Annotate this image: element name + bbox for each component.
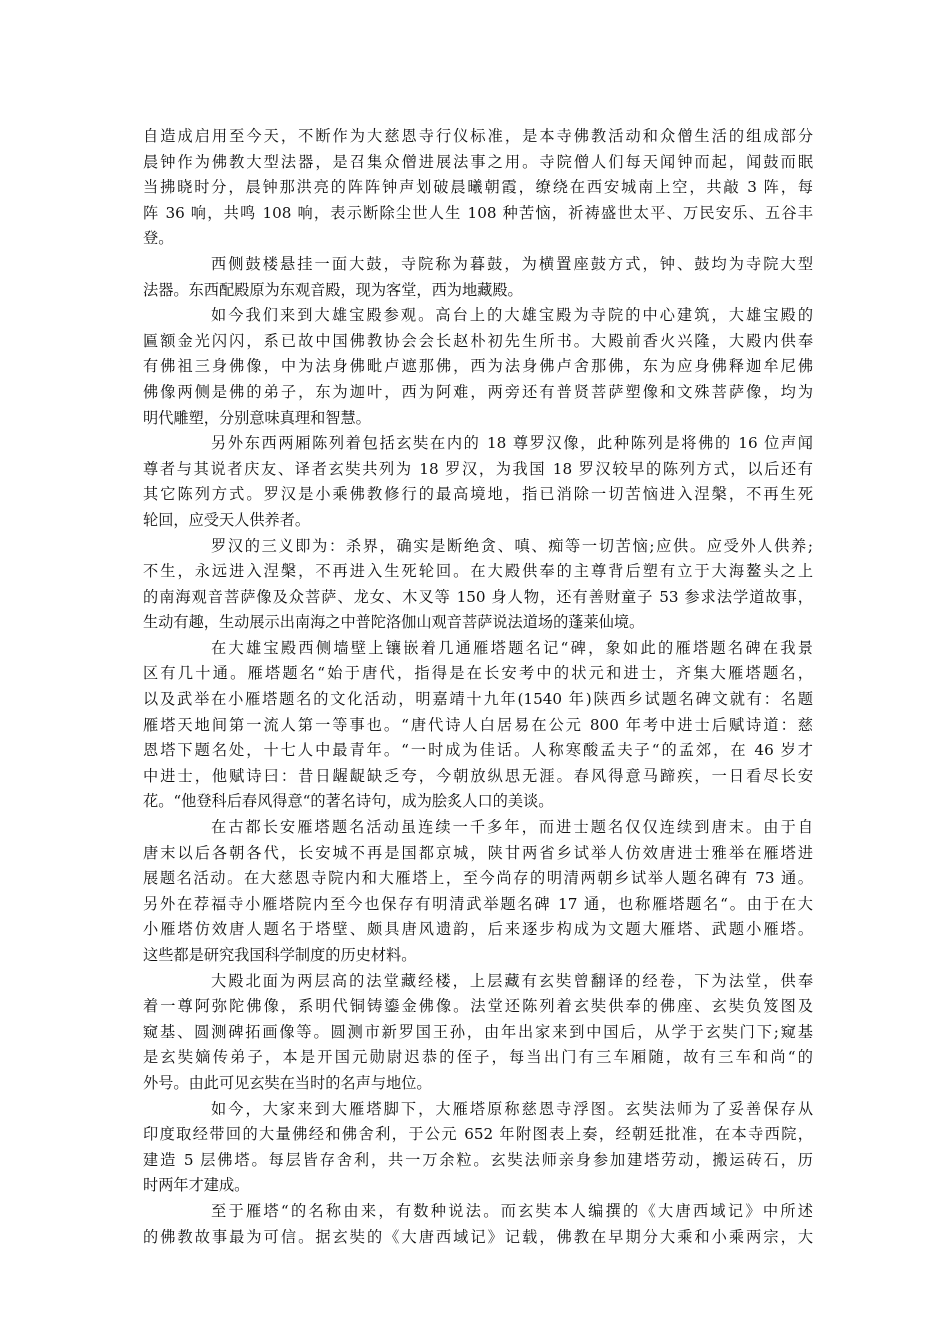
text-line: 着一尊阿弥陀佛像，系明代铜铸鎏金佛像。法堂还陈列着玄奘供奉的佛座、玄奘负笈图及 [143,997,813,1016]
text-line: 如今，大家来到大雁塔脚下，大雁塔原称慈恩寺浮图。玄奘法师为了妥善保存从 [211,1099,813,1118]
text-line: 展题名活动。在大慈恩寺院内和大雁塔上，至今尚存的明清两朝乡试举人题名碑有 73 通。 [143,869,813,888]
text-line: 轮回，应受天人供养者。 [143,510,311,529]
text-line: 外号。由此可见玄奘在当时的名声与地位。 [143,1073,432,1092]
text-line: 另外东西两厢陈列着包括玄奘在内的 18 尊罗汉像，此种陈列是将佛的 16 位声闻 [211,434,813,453]
text-line: 区有几十通。雁塔题名“始于唐代，指得是在长安考中的状元和进士，齐集大雁塔题名， [143,664,813,683]
text-line: 不生，永远进入涅槃，不再进入生死轮回。在大殿供奉的主尊背后塑有立于大海鳌头之上 [143,562,813,581]
text-line: 匾额金光闪闪，系已故中国佛教协会会长赵朴初先生所书。大殿前香火兴隆，大殿内供奉 [143,331,813,350]
text-line: 大殿北面为两层高的法堂藏经楼，上层藏有玄奘曾翻译的经卷，下为法堂，供奉 [211,971,813,990]
text-line: 佛像两侧是佛的弟子，东为迦叶，西为阿难，两旁还有普贤菩萨塑像和文殊菩萨像，均为 [143,382,813,401]
text-line: 明代雕塑，分别意味真理和智慧。 [143,408,371,427]
text-line: 其它陈列方式。罗汉是小乘佛教修行的最高境地，指已消除一切苦恼进入涅槃，不再生死 [143,485,813,504]
text-line: 在大雄宝殿西侧墙壁上镶嵌着几通雁塔题名记“碑，象如此的雁塔题名碑在我景 [211,638,813,657]
document-page [143,124,813,1250]
text-line: 自造成启用至今天，不断作为大慈恩寺行仪标准，是本寺佛教活动和众僧生活的组成部分 [143,127,813,145]
text-line: 时两年才建成。 [143,1176,250,1195]
text-line: 印度取经带回的大量佛经和佛舍利，于公元 652 年附图表上奏，经朝廷批准，在本寺西院， [143,1125,813,1144]
text-line: 晨钟作为佛教大型法器，是召集众僧进展法事之用。寺院僧人们每天闻钟而起，闻鼓而眠 [143,152,813,171]
text-line: 的南海观音菩萨像及众菩萨、龙女、木叉等 150 身人物，还有善财童子 53 参求法学道故事， [143,587,813,606]
text-line: 是玄奘嫡传弟子，本是开国元勋尉迟恭的侄子，每当出门有三车厢随，故有三车和尚“的 [143,1048,813,1067]
text-line: 以及武举在小雁塔题名的文化活动，明嘉靖十九年(1540 年)陕西乡试题名碑文就有：名题 [143,690,813,709]
text-line: 阵 36 响，共鸣 108 响，表示断除尘世人生 108 种苦恼，祈祷盛世太平、万民安乐、五谷丰 [143,203,813,222]
text-line: 有佛祖三身佛像，中为法身佛毗卢遮那佛，西为法身佛卢舍那佛，东为应身佛释迦牟尼佛 [143,357,813,376]
text-line: 至于雁塔“的名称由来，有数种说法。而玄奘本人编撰的《大唐西域记》中所述 [211,1201,813,1220]
text-line: 中进士，他赋诗曰：昔日龌龊缺乏夸，今朝放纵思无涯。春风得意马蹄疾，一日看尽长安 [143,766,813,785]
text-line: 恩塔下题名处，十七人中最青年。“一时成为佳话。人称寒酸孟夫子“的孟郊，在 46 岁才 [143,741,813,760]
text-line: 的佛教故事最为可信。据玄奘的《大唐西域记》记载，佛教在早期分大乘和小乘两宗，大 [143,1227,813,1246]
text-line: 在古都长安雁塔题名活动虽连续一千多年，而进士题名仅仅连续到唐末。由于自 [211,818,813,837]
text-line: 尊者与其说者庆友、译者玄奘共列为 18 罗汉，为我国 18 罗汉较早的陈列方式，以后还有 [143,459,813,478]
text-line: 雁塔天地间第一流人第一等事也。“唐代诗人白居易在公元 800 年考中进士后赋诗道：慈 [143,715,813,734]
text-line: 花。“他登科后春风得意“的著名诗句，成为脍炙人口的美谈。 [143,792,554,811]
text-line: 另外在荐福寺小雁塔院内至今也保存有明清武举题名碑 17 通，也称雁塔题名“。由于在大 [143,894,813,913]
text-line: 建造 5 层佛塔。每层皆存舍利，共一万余粒。玄奘法师亲身参加建塔劳动，搬运砖石，历 [143,1150,813,1169]
text-line: 小雁塔仿效唐人题名于塔壁、颇具唐风遗韵，后来逐步构成为文题大雁塔、武题小雁塔。 [143,920,813,939]
text-line: 窥基、圆测碑拓画像等。圆测市新罗国王孙，由年出家来到中国后，从学于玄奘门下;窥基 [143,1022,813,1041]
text-line: 登。 [143,229,174,248]
text-line: 当拂晓时分，晨钟那洪亮的阵阵钟声划破晨曦朝霞，缭绕在西安城南上空，共敲 3 阵，每 [143,178,813,197]
text-line: 这些都是研究我国科学制度的历史材料。 [143,946,417,964]
text-line: 如今我们来到大雄宝殿参观。高台上的大雄宝殿为寺院的中心建筑，大雄宝殿的 [211,306,813,325]
text-line: 法器。东西配殿原为东观音殿，现为客堂，西为地藏殿。 [143,280,523,299]
text-line: 西侧鼓楼悬挂一面大鼓，寺院称为暮鼓，为横置座鼓方式，钟、鼓均为寺院大型 [211,254,813,273]
text-line: 罗汉的三义即为：杀界，确实是断绝贪、嗔、痴等一切苦恼;应供。应受外人供养; [211,536,813,555]
text-line: 唐末以后各朝各代，长安城不再是国都京城，陕甘两省乡试举人仿效唐进士雅举在雁塔进 [143,843,813,862]
text-line: 生动有趣，生动展示出南海之中普陀洛伽山观音菩萨说法道场的蓬莱仙境。 [143,613,645,632]
